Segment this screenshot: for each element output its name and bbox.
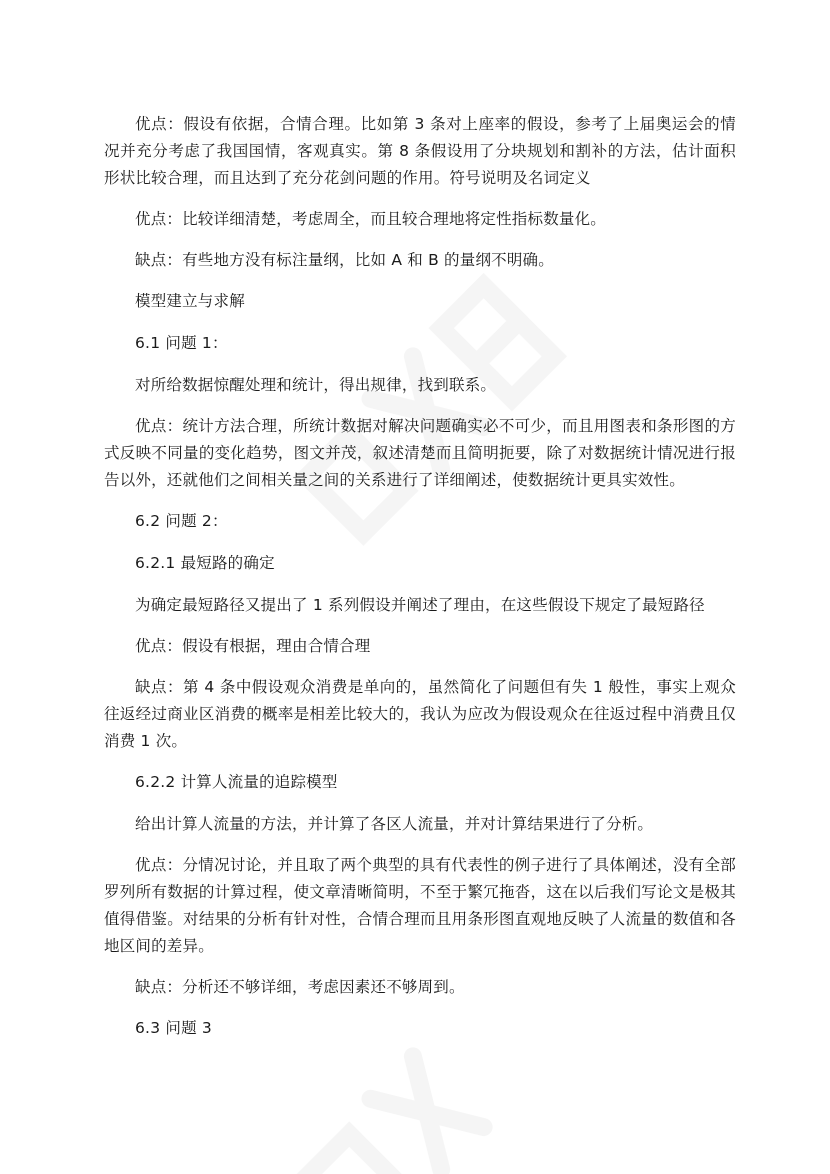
document-body: [104, 111, 736, 1057]
paragraph-advantages-symbols: 优点：比较详细清楚，考虑周全，而且较合理地将定性指标数量化。: [135, 210, 607, 228]
paragraph-traffic-method: 给出计算人流量的方法，并计算了各区人流量，并对计算结果进行了分析。: [135, 815, 654, 833]
section-heading-6-2-1: 6.2.1 最短路的确定: [135, 554, 275, 572]
section-heading-model: 模型建立与求解: [135, 292, 245, 310]
section-heading-6-3: 6.3 问题 3: [135, 1019, 212, 1037]
paragraph-advantages-statistics: 优点：统计方法合理，所统计数据对解决问题确实必不可少，而且用图表和条形图的方式反映不同量的变化趋势，图文并茂，叙述清楚而且简明扼要，除了对数据统计情况进行报告以外，还就他们之间相关量之间的关系进行了详细阐述，使数据统计更具实效性。: [104, 417, 736, 489]
paragraph-disadvantages-units: 缺点：有些地方没有标注量纲，比如 A 和 B 的量纲不明确。: [135, 251, 554, 269]
paragraph-advantages-path: 优点：假设有根据，理由合情合理: [135, 637, 371, 655]
paragraph-advantages-traffic: 优点：分情况讨论，并且取了两个典型的具有代表性的例子进行了具体阐述，没有全部罗列所有数据的计算过程，使文章清晰简明，不至于繁冗拖沓，这在以后我们写论文是极其值得借鉴。对结果的分析有针对性，合情合理而且用条形图直观地反映了人流量的数值和各地区间的差异。: [104, 856, 736, 955]
section-heading-6-2-2: 6.2.2 计算人流量的追踪模型: [135, 773, 338, 791]
paragraph-data-processing: 对所给数据惊醒处理和统计，得出规律，找到联系。: [135, 376, 497, 394]
paragraph-shortest-path: 为确定最短路径又提出了 1 系列假设并阐述了理由，在这些假设下规定了最短路径: [135, 596, 705, 614]
paragraph-disadvantages-analysis: 缺点：分析还不够详细，考虑因素还不够周到。: [135, 978, 465, 996]
section-heading-6-1: 6.1 问题 1：: [135, 334, 228, 352]
section-heading-6-2: 6.2 问题 2：: [135, 512, 228, 530]
paragraph-advantages-assumptions: 优点：假设有依据，合情合理。比如第 3 条对上座率的假设，参考了上届奥运会的情况并充分考虑了我国国情，客观真实。第 8 条假设用了分块规划和割补的方法，估计面积形状比较合理，而且达到了充分花剑问题的作用。符号说明及名词定义: [104, 115, 736, 187]
paragraph-disadvantages-consumption: 缺点：第 4 条中假设观众消费是单向的，虽然简化了问题但有失 1 般性，事实上观众往返经过商业区消费的概率是相差比较大的，我认为应改为假设观众在往返过程中消费且仅消费 1 次。: [104, 678, 736, 750]
